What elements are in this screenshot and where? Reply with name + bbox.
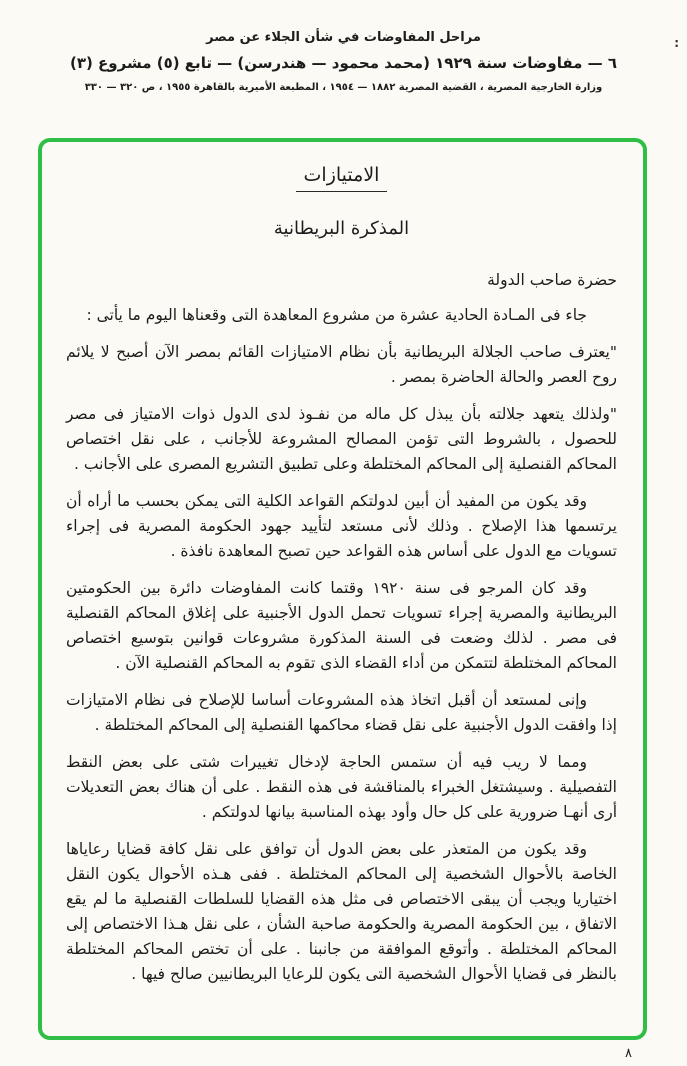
paragraph-1: جاء فى المـادة الحادية عشرة من مشروع المعاهدة التى وقعناها اليوم ما يأتى : (86, 306, 587, 324)
salutation: حضرة صاحب الدولة (487, 271, 617, 289)
header-source-citation: وزارة الخارجية المصرية ، القضية المصرية ١٨٨٢ — ١٩٥٤ ، المطبعة الأميرية بالقاهرة ١٩٥٥ ، ص ٣٢٠ — ٣٣٠ (84, 82, 603, 93)
page-number: ٨ (625, 1046, 632, 1061)
header-subtitle: ٦ — مفاوضات سنة ١٩٢٩ (محمد محمود — هندرسن) — تابع (٥) مشروع (٣) (69, 54, 618, 72)
highlight-box (38, 138, 647, 1040)
paragraph-4: وقد يكون من المفيد أن أبين لدولتكم القواعد الكلية التى يمكن بحسب ما أراه أن يرتسمها هذا الإصلاح . وذلك لأنى مستعد لتأييد جهود الحكومة المصرية فى إجراء تسويات مع الدول على أساس هذه القواعد حين تصبح المعاهدة نافذة . (66, 492, 617, 560)
paragraph-2: "يعترف صاحب الجلالة البريطانية بأن نظام الامتيازات القائم بمصر الآن أصبح لا يلائم روح العصر والحالة الحاضرة بمصر . (66, 343, 617, 386)
memo-title: المذكرة البريطانية (273, 218, 410, 239)
section-title: الامتيازات (296, 164, 388, 192)
page-header (0, 30, 687, 93)
paragraph-5: وقد كان المرجو فى سنة ١٩٢٠ وقتما كانت المفاوضات دائرة بين الحكومتين البريطانية والمصرية إجراء تسويات تحمل الدول الأجنبية على إغلاق المحاكم القنصلية فى مصر . لذلك وضعت فى السنة المذكورة مشروعات قوانين بتوسيع اختصاص المحاكم المختلطة لتتمكن من أداء القضاء الذى تقوم به المحاكم القنصلية الآن . (66, 579, 617, 672)
header-title: مراحل المفاوضات في شأن الجلاء عن مصر (206, 30, 481, 45)
paragraph-3: "ولذلك يتعهد جلالته بأن يبذل كل ماله من نفـوذ لدى الدول ذوات الامتياز فى مصر للحصول ، بالشروط التى تؤمن المصالح المشروعة للأجانب ، على نقل اختصاص المحاكم القنصلية إلى المحاكم المختلطة وعلى تطبيق التشريع المصرى على الأجانب . (66, 405, 617, 473)
paragraph-8: وقد يكون من المتعذر على بعض الدول أن توافق على نقل كافة قضايا رعاياها الخاصة بالأحوال الشخصية إلى المحاكم المختلطة . ففى هـذه الأحوال يكون النقل اختياريا ويجب أن يبقى الاختصاص فى مثل هذه القضايا للسلطات القنصلية ما لم يقع الاتفاق ، بين الحكومة المصرية والحكومة صاحبة الشأن ، على نقل هـذا الاختصاص إلى المحاكم المختلطة . وأتوقع الموافقة من جانبنا . على أن تختص المحاكم المختلطة بالنظر فى قضايا الأحوال الشخصية التى يكون للرعايا البريطانيين صالح فيها . (66, 840, 617, 983)
paragraph-6: وإنى لمستعد أن أقبل اتخاذ هذه المشروعات أساسا للإصلاح فى نظام الامتيازات إذا وافقت الدول الأجنبية على نقل قضاء محاكمها القنصلية إلى المحاكم المختلطة . (66, 691, 617, 734)
paragraph-7: ومما لا ريب فيه أن ستمس الحاجة لإدخال تغييرات شتى على بعض النقط التفصيلية . وسيشتغل الخبراء بالمناقشة فى هذه النقط . على أن هناك بعض التعديلات أرى أنهـا ضرورية على كل حال وأود بهذه المناسبة بيانها لدولتكم . (66, 753, 617, 821)
section-title-wrap (66, 164, 617, 192)
corner-mark: : (674, 36, 679, 50)
